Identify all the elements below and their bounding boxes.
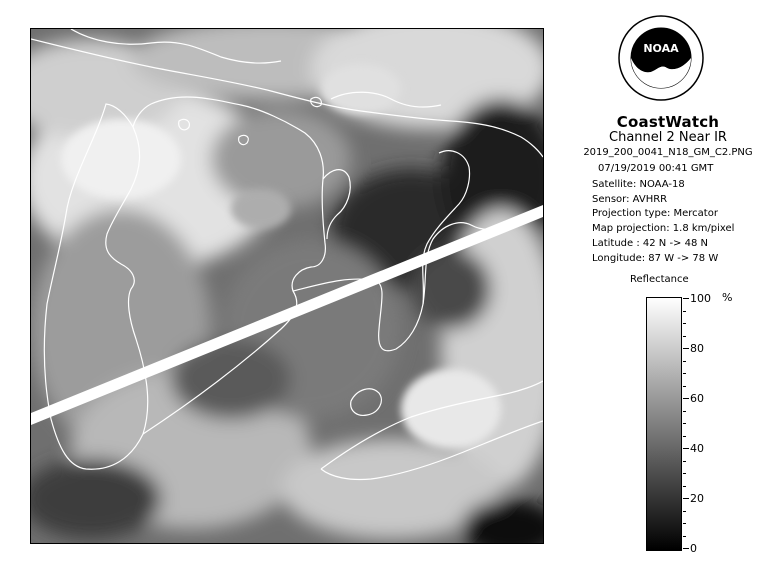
colorbar-minor-tick [683, 386, 686, 387]
colorbar-minor-tick [683, 511, 686, 512]
channel-label: Channel 2 Near IR [609, 130, 727, 145]
product-title: CoastWatch [616, 113, 720, 131]
legend-unit: % [722, 291, 733, 304]
noaa-logo-text: NOAA [643, 42, 679, 55]
colorbar-tick-label: 100 [690, 292, 711, 305]
map-projection-label: Map projection: 1.8 km/pixel [592, 223, 735, 234]
colorbar-tick-label: 80 [690, 342, 704, 355]
noaa-logo [617, 14, 705, 102]
colorbar-minor-tick [683, 486, 686, 487]
satellite-image [30, 28, 544, 544]
satellite-label: Satellite: NOAA-18 [592, 179, 685, 190]
colorbar-minor-tick [683, 436, 686, 437]
colorbar-minor-tick [683, 361, 686, 362]
colorbar-minor-tick [683, 311, 686, 312]
colorbar-tick-label: 20 [690, 492, 704, 505]
latitude-label: Latitude : 42 N -> 48 N [592, 238, 708, 249]
colorbar-tick-mark [683, 398, 689, 399]
colorbar-minor-tick [683, 536, 686, 537]
colorbar-tick-mark [683, 298, 689, 299]
colorbar-minor-tick [683, 411, 686, 412]
colorbar-minor-tick [683, 461, 686, 462]
colorbar-minor-tick [683, 423, 686, 424]
colorbar-tick-label: 0 [690, 542, 697, 555]
colorbar-tick-mark [683, 448, 689, 449]
colorbar-tick-label: 40 [690, 442, 704, 455]
colorbar-tick-label: 60 [690, 392, 704, 405]
satellite-image-canvas [31, 29, 543, 543]
colorbar-minor-tick [683, 523, 686, 524]
longitude-label: Longitude: 87 W -> 78 W [592, 253, 719, 264]
colorbar-tick-mark [683, 348, 689, 349]
filename-label: 2019_200_0041_N18_GM_C2.PNG [583, 147, 753, 158]
colorbar-minor-tick [683, 336, 686, 337]
datetime-label: 07/19/2019 00:41 GMT [598, 163, 714, 174]
reflectance-colorbar [646, 297, 682, 551]
legend-title: Reflectance [630, 274, 689, 285]
projection-type-label: Projection type: Mercator [592, 208, 718, 219]
noaa-logo-icon [617, 14, 705, 102]
sensor-label: Sensor: AVHRR [592, 194, 668, 205]
colorbar-minor-tick [683, 373, 686, 374]
colorbar-tick-mark [683, 498, 689, 499]
colorbar-minor-tick [683, 473, 686, 474]
colorbar-tick-mark [683, 548, 689, 549]
colorbar-minor-tick [683, 323, 686, 324]
